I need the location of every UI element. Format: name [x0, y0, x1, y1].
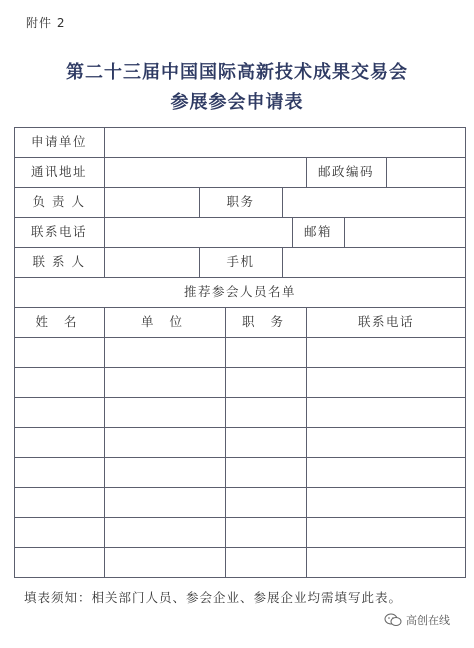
col-line [225, 307, 226, 577]
row-line [14, 397, 466, 398]
col-line [386, 157, 387, 187]
col-line [282, 187, 283, 217]
label-address: 通讯地址 [30, 164, 87, 179]
row-line [14, 547, 466, 548]
label-person-in-charge: 负 责 人 [32, 194, 86, 209]
form-subtitle: 参展参会申请表 [170, 92, 304, 113]
label-contact: 联 系 人 [32, 254, 86, 269]
wechat-icon [384, 613, 402, 627]
label-applicant-unit: 申请单位 [30, 134, 87, 149]
roster-col-name: 姓 名 [35, 314, 83, 329]
col-line [306, 307, 307, 577]
form-title: 第二十三届中国国际高新技术成果交易会 [66, 62, 408, 83]
border-bottom [14, 577, 466, 578]
footer-note: 填表须知：相关部门人员、参会企业、参展企业均需填写此表。 [24, 590, 403, 605]
roster-col-phone: 联系电话 [357, 314, 414, 329]
watermark [384, 612, 450, 628]
label-mobile: 手机 [226, 254, 255, 269]
application-form [14, 127, 466, 578]
border-right [465, 127, 466, 578]
col-line [104, 307, 105, 577]
label-position: 职务 [226, 194, 255, 209]
label-phone: 联系电话 [30, 224, 87, 239]
roster-col-unit: 单 位 [141, 314, 188, 329]
label-email: 邮箱 [303, 224, 332, 239]
row-line [14, 337, 466, 338]
watermark-text: 高创在线 [406, 614, 450, 627]
row-line [14, 517, 466, 518]
attachment-label: 附件 2 [26, 16, 66, 30]
label-postcode: 邮政编码 [317, 164, 374, 179]
col-line [282, 247, 283, 277]
roster-heading: 推荐参会人员名单 [183, 284, 296, 299]
row-line [14, 457, 466, 458]
roster-col-position: 职 务 [242, 314, 289, 329]
row-line [14, 487, 466, 488]
col-line [344, 217, 345, 247]
row-line [14, 367, 466, 368]
row-line [14, 427, 466, 428]
col-line [104, 127, 105, 277]
